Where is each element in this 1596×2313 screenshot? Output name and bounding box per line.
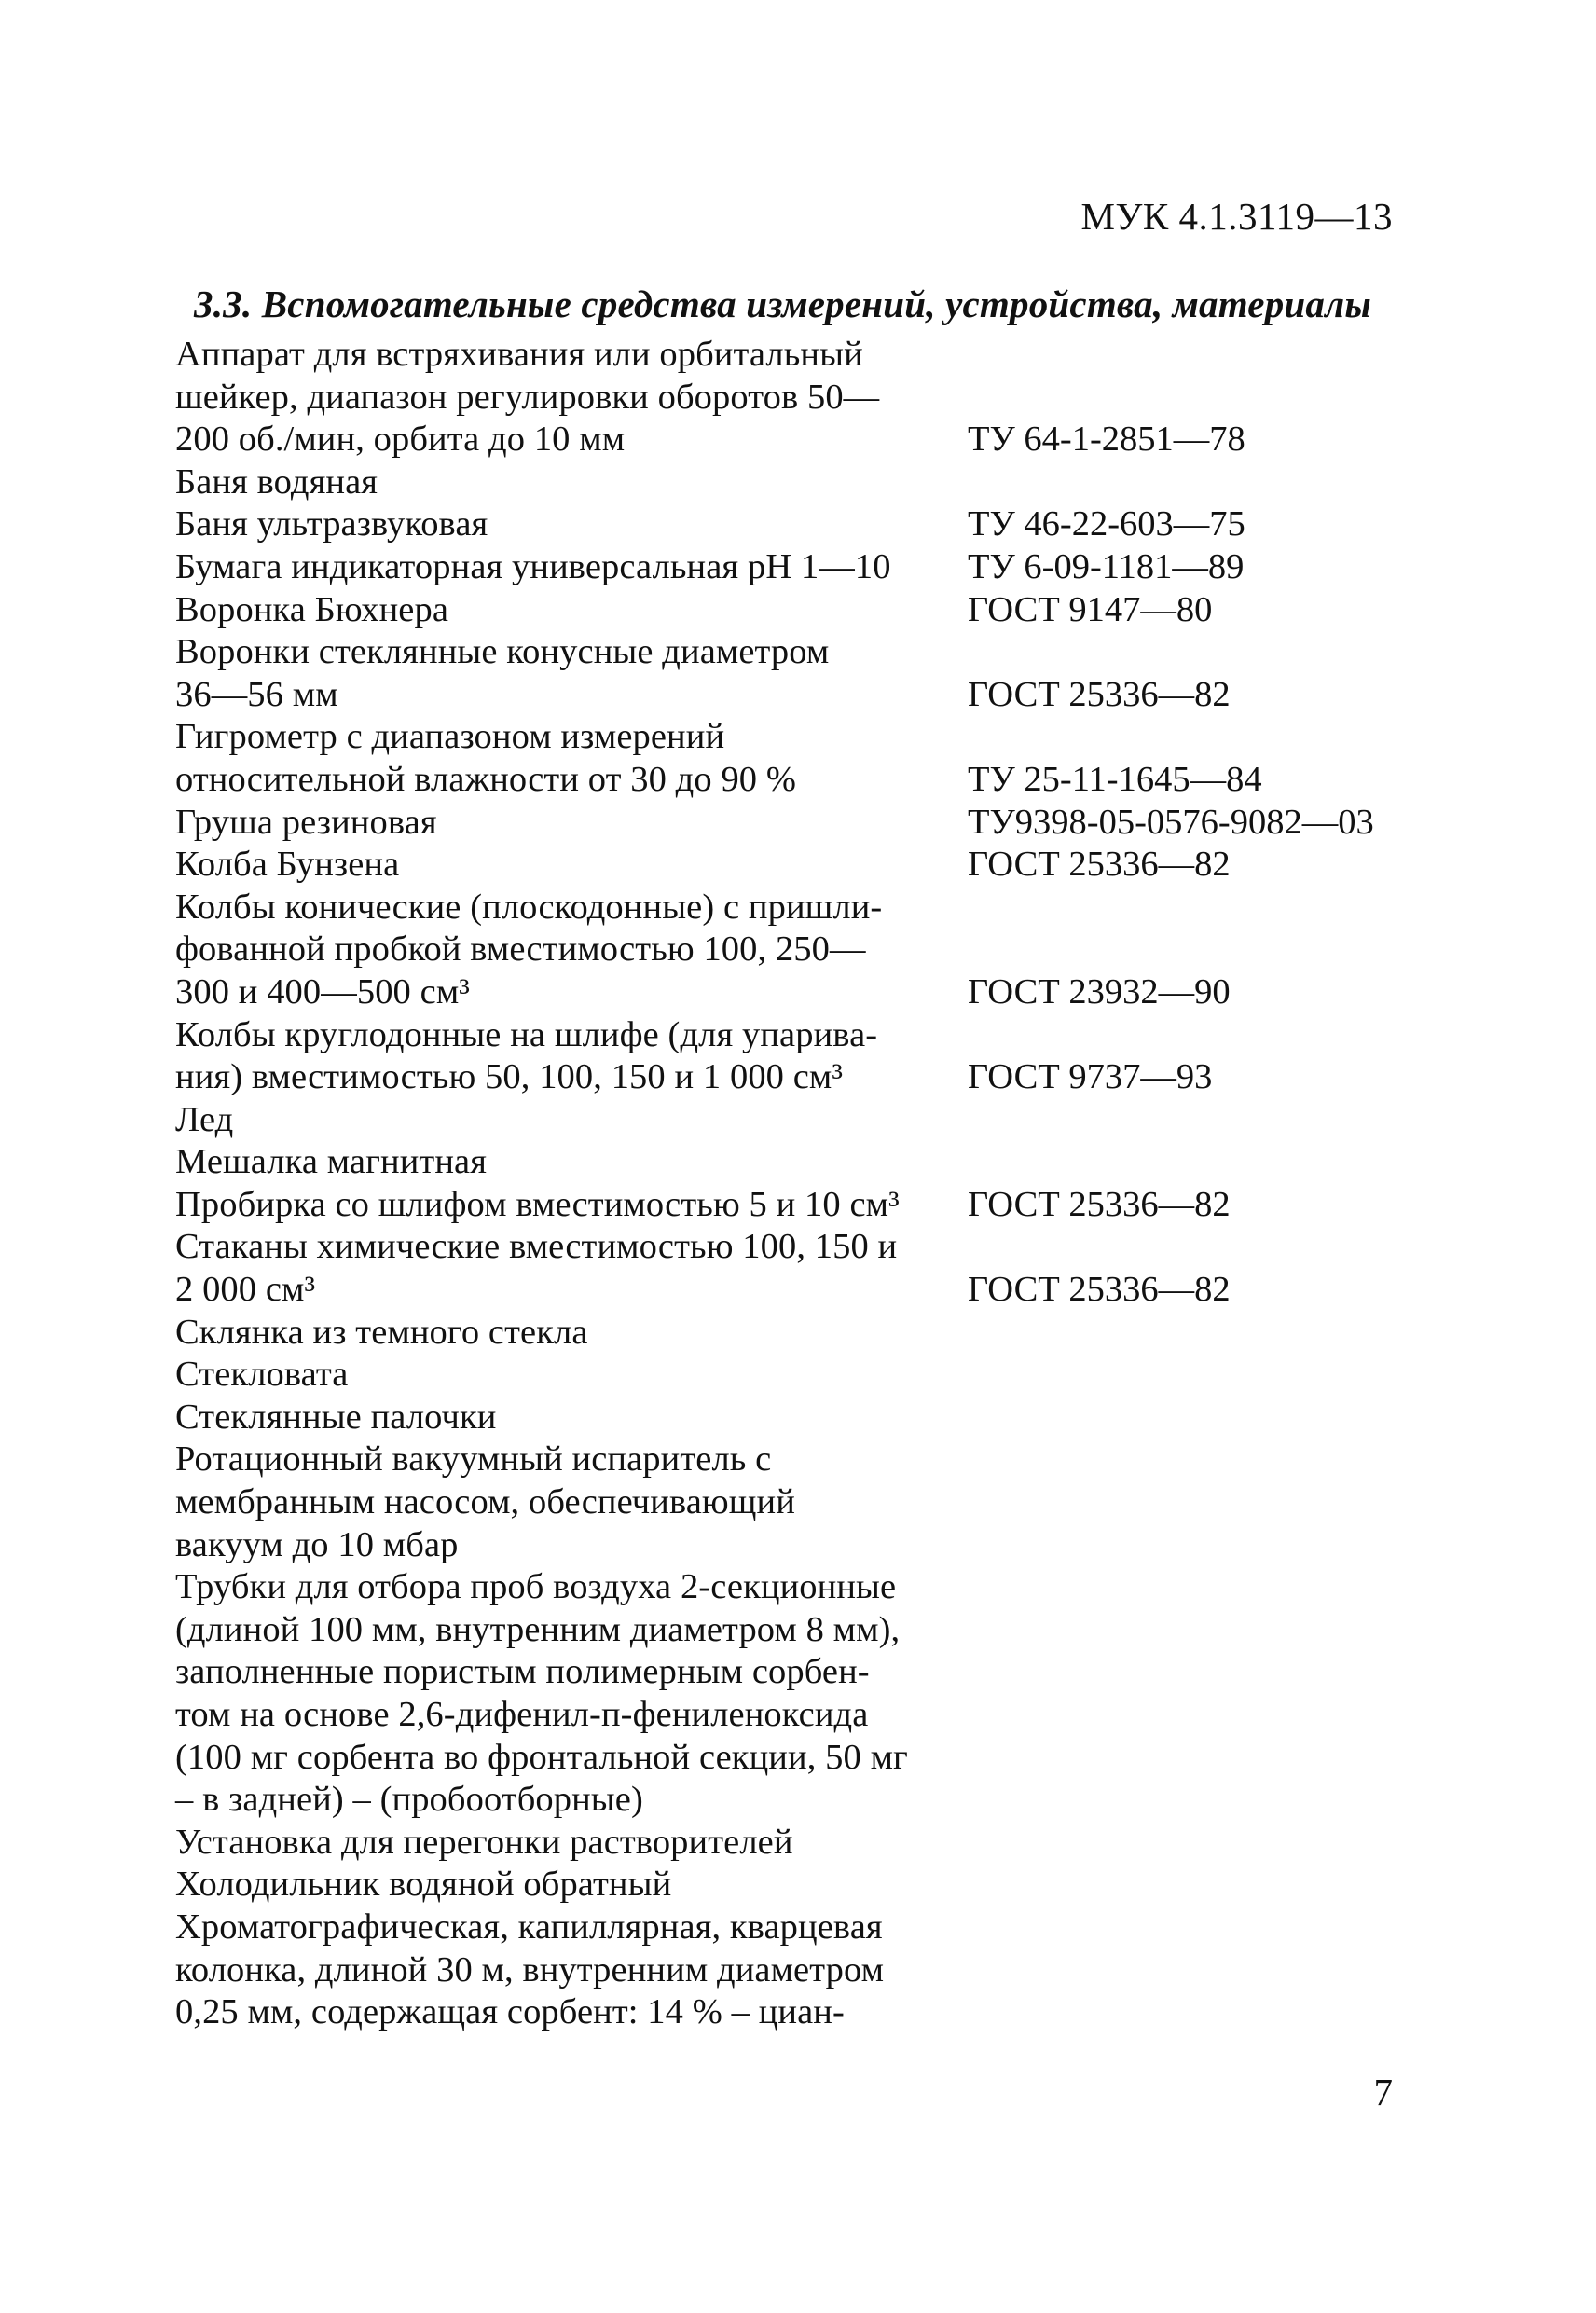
item-name: Лед bbox=[175, 1099, 234, 1139]
item-standard: ТУ 25-11-1645—84 bbox=[968, 759, 1262, 799]
item-standard: ГОСТ 25336—82 bbox=[968, 845, 1231, 885]
item-name: Гигрометр с диапазоном измерений относительной влажности от 30 до 90 % bbox=[175, 717, 797, 799]
item-name: Стаканы химические вместимостью 100, 150 и 2 000 см³ bbox=[175, 1227, 898, 1310]
list-item bbox=[175, 1566, 1443, 1822]
list-item bbox=[175, 589, 1443, 632]
item-name: Баня ультразвуковая bbox=[175, 504, 488, 544]
list-item bbox=[175, 1014, 1443, 1099]
list-item bbox=[175, 461, 1443, 504]
item-name: Ротационный вакуумный испаритель с мембранным насосом, обеспечивающий вакуум до 10 мбар bbox=[175, 1439, 795, 1564]
list-item bbox=[175, 1099, 1443, 1142]
list-item bbox=[175, 631, 1443, 716]
list-item bbox=[175, 1184, 1443, 1227]
item-name: Груша резиновая bbox=[175, 802, 437, 842]
item-name: Колбы круглодонные на шлифе (для упарива- ния) вместимостью 50, 100, 150 и 1 000 см³ bbox=[175, 1014, 878, 1097]
item-standard: ГОСТ 25336—82 bbox=[968, 1184, 1231, 1224]
item-name: Баня водяная bbox=[175, 461, 378, 502]
item-name: Колба Бунзена bbox=[175, 845, 400, 885]
list-item bbox=[175, 1354, 1443, 1397]
item-name: Стеклянные палочки bbox=[175, 1397, 497, 1437]
item-standard: ТУ 6-09-1181—89 bbox=[968, 546, 1245, 586]
item-name: Установка для перегонки растворителей bbox=[175, 1822, 793, 1862]
list-item bbox=[175, 1907, 1443, 2034]
item-name: Пробирка со шлифом вместимостью 5 и 10 см³ bbox=[175, 1184, 900, 1224]
list-item bbox=[175, 546, 1443, 589]
item-name: Воронка Бюхнера bbox=[175, 589, 449, 629]
item-name: Аппарат для встряхивания или орбитальный шейкер, диапазон регулировки оборотов 50— 200 об./мин, орбита до 10 мм bbox=[175, 335, 880, 460]
list-item bbox=[175, 1864, 1443, 1907]
list-item bbox=[175, 716, 1443, 801]
item-name: Колбы конические (плоскодонные) с пришли- фованной пробкой вместимостью 100, 250— 300 и 400—500 см³ bbox=[175, 887, 883, 1012]
document-code: МУК 4.1.3119—13 bbox=[1080, 195, 1393, 238]
list-item bbox=[175, 334, 1443, 461]
section-title: 3.3. Вспомогательные средства измерений, устройства, материалы bbox=[194, 282, 1371, 325]
list-item bbox=[175, 1312, 1443, 1355]
item-name: Бумага индикаторная универсальная pH 1—10 bbox=[175, 546, 891, 586]
item-standard: ГОСТ 9147—80 bbox=[968, 589, 1213, 629]
item-name: Стекловата bbox=[175, 1355, 349, 1395]
equipment-list bbox=[175, 334, 1443, 2034]
item-name: Холодильник водяной обратный bbox=[175, 1865, 672, 1905]
item-name: Мешалка магнитная bbox=[175, 1142, 488, 1182]
item-standard: ТУ 64-1-2851—78 bbox=[968, 420, 1245, 460]
list-item bbox=[175, 844, 1443, 887]
item-name: Хроматографическая, капиллярная, кварцевая колонка, длиной 30 м, внутренним диаметром 0,25 мм, содержащая сорбент: 14 % – циан- bbox=[175, 1907, 885, 2032]
item-name: Склянка из темного стекла bbox=[175, 1312, 588, 1352]
item-name: Воронки стеклянные конусные диаметром 36—56 мм bbox=[175, 632, 830, 714]
list-item bbox=[175, 1397, 1443, 1439]
page-number: 7 bbox=[1373, 2071, 1393, 2113]
item-standard: ГОСТ 9737—93 bbox=[968, 1057, 1213, 1097]
list-item bbox=[175, 1439, 1443, 1566]
list-item bbox=[175, 802, 1443, 845]
item-standard: ГОСТ 25336—82 bbox=[968, 674, 1231, 714]
list-item bbox=[175, 887, 1443, 1014]
list-item bbox=[175, 1226, 1443, 1311]
item-standard: ГОСТ 23932—90 bbox=[968, 971, 1231, 1012]
item-standard: ТУ 46-22-603—75 bbox=[968, 504, 1245, 544]
list-item bbox=[175, 1141, 1443, 1184]
list-item bbox=[175, 503, 1443, 546]
item-name: Трубки для отбора проб воздуха 2-секционные (длиной 100 мм, внутренним диаметром 8 мм), заполненные пористым полимерным сорбен- том на основе 2,6-дифенил-п-фениленоксида (100 мг сорбента во фронтальной секции, 50 мг – в задней) – (пробоотборные) bbox=[175, 1567, 908, 1820]
item-standard: ТУ9398-05-0576-9082—03 bbox=[968, 802, 1374, 842]
list-item bbox=[175, 1822, 1443, 1865]
item-standard: ГОСТ 25336—82 bbox=[968, 1270, 1231, 1310]
